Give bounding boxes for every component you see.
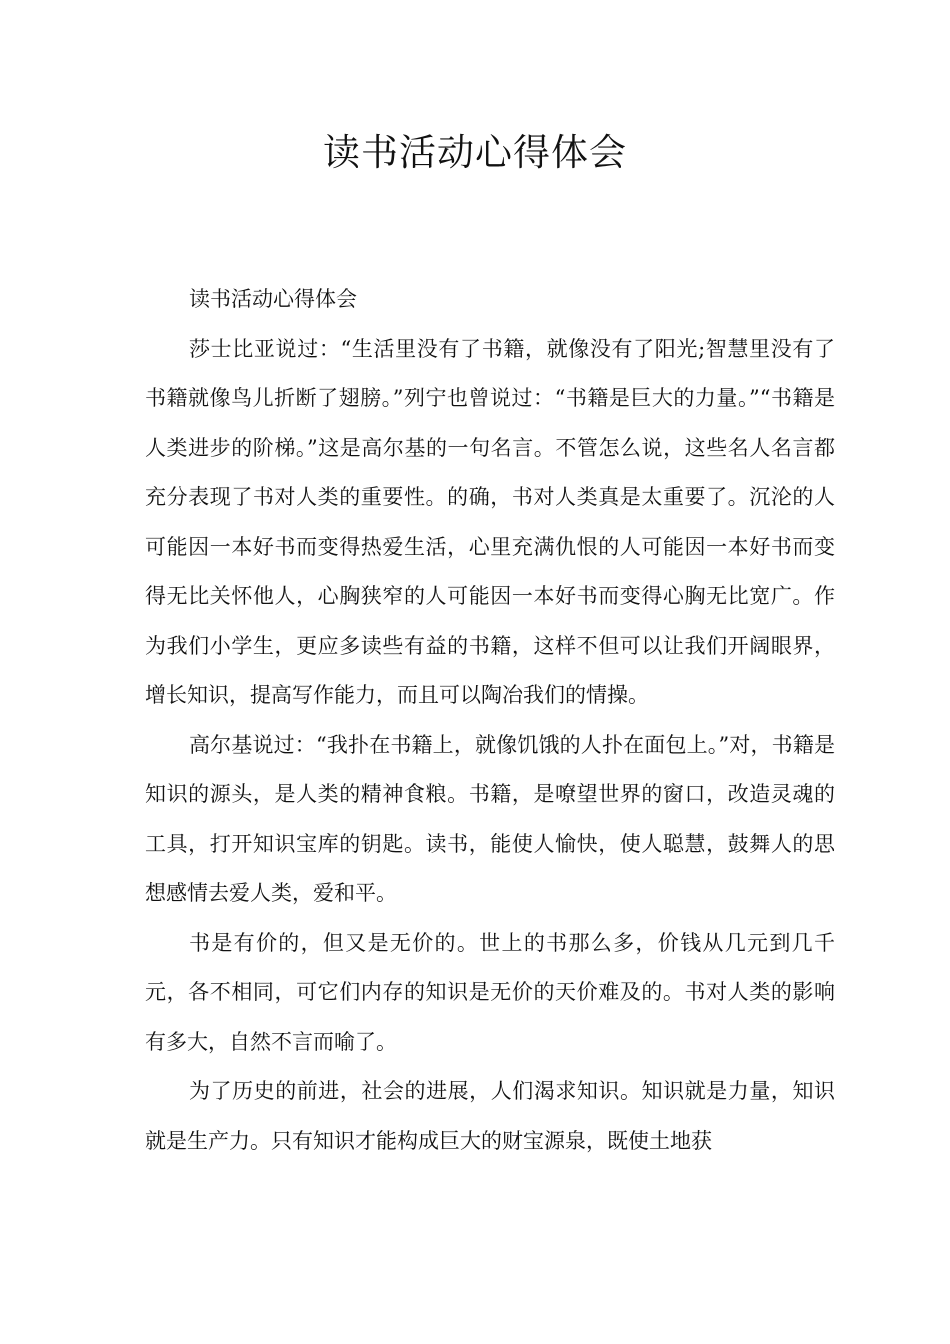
document-body: [145, 275, 835, 1166]
paragraph: 高尔基说过：“我扑在书籍上，就像饥饿的人扑在面包上。”对，书籍是知识的源头，是人类的精神食粮。书籍，是嘹望世界的窗口，改造灵魂的工具，打开知识宝库的钥匙。读书，能使人愉快，使人聪慧，鼓舞人的思想感情去爱人类，爱和平。: [145, 732, 835, 905]
paragraph: 书是有价的，但又是无价的。世上的书那么多，价钱从几元到几千元，各不相同，可它们内存的知识是无价的天价难及的。书对人类的影响有多大，自然不言而喻了。: [145, 930, 835, 1054]
document-title: 读书活动心得体会: [323, 131, 627, 174]
paragraph: 莎士比亚说过：“生活里没有了书籍，就像没有了阳光;智慧里没有了书籍就像鸟儿折断了翅膀。”列宁也曾说过：“书籍是巨大的力量。”“书籍是人类进步的阶梯。”这是高尔基的一句名言。不管怎么说，这些名人名言都充分表现了书对人类的重要性。的确，书对人类真是太重要了。沉沦的人可能因一本好书而变得热爱生活，心里充满仇恨的人可能因一本好书而变得无比关怀他人，心胸狭窄的人可能因一本好书而变得心胸无比宽广。作为我们小学生，更应多读些有益的书籍，这样不但可以让我们开阔眼界，增长知识，提高写作能力，而且可以陶冶我们的情操。: [145, 336, 835, 707]
paragraph-subtitle: 读书活动心得体会: [189, 287, 357, 311]
paragraph: 为了历史的前进，社会的进展，人们渴求知识。知识就是力量，知识就是生产力。只有知识才能构成巨大的财宝源泉，既使土地获: [145, 1079, 835, 1153]
